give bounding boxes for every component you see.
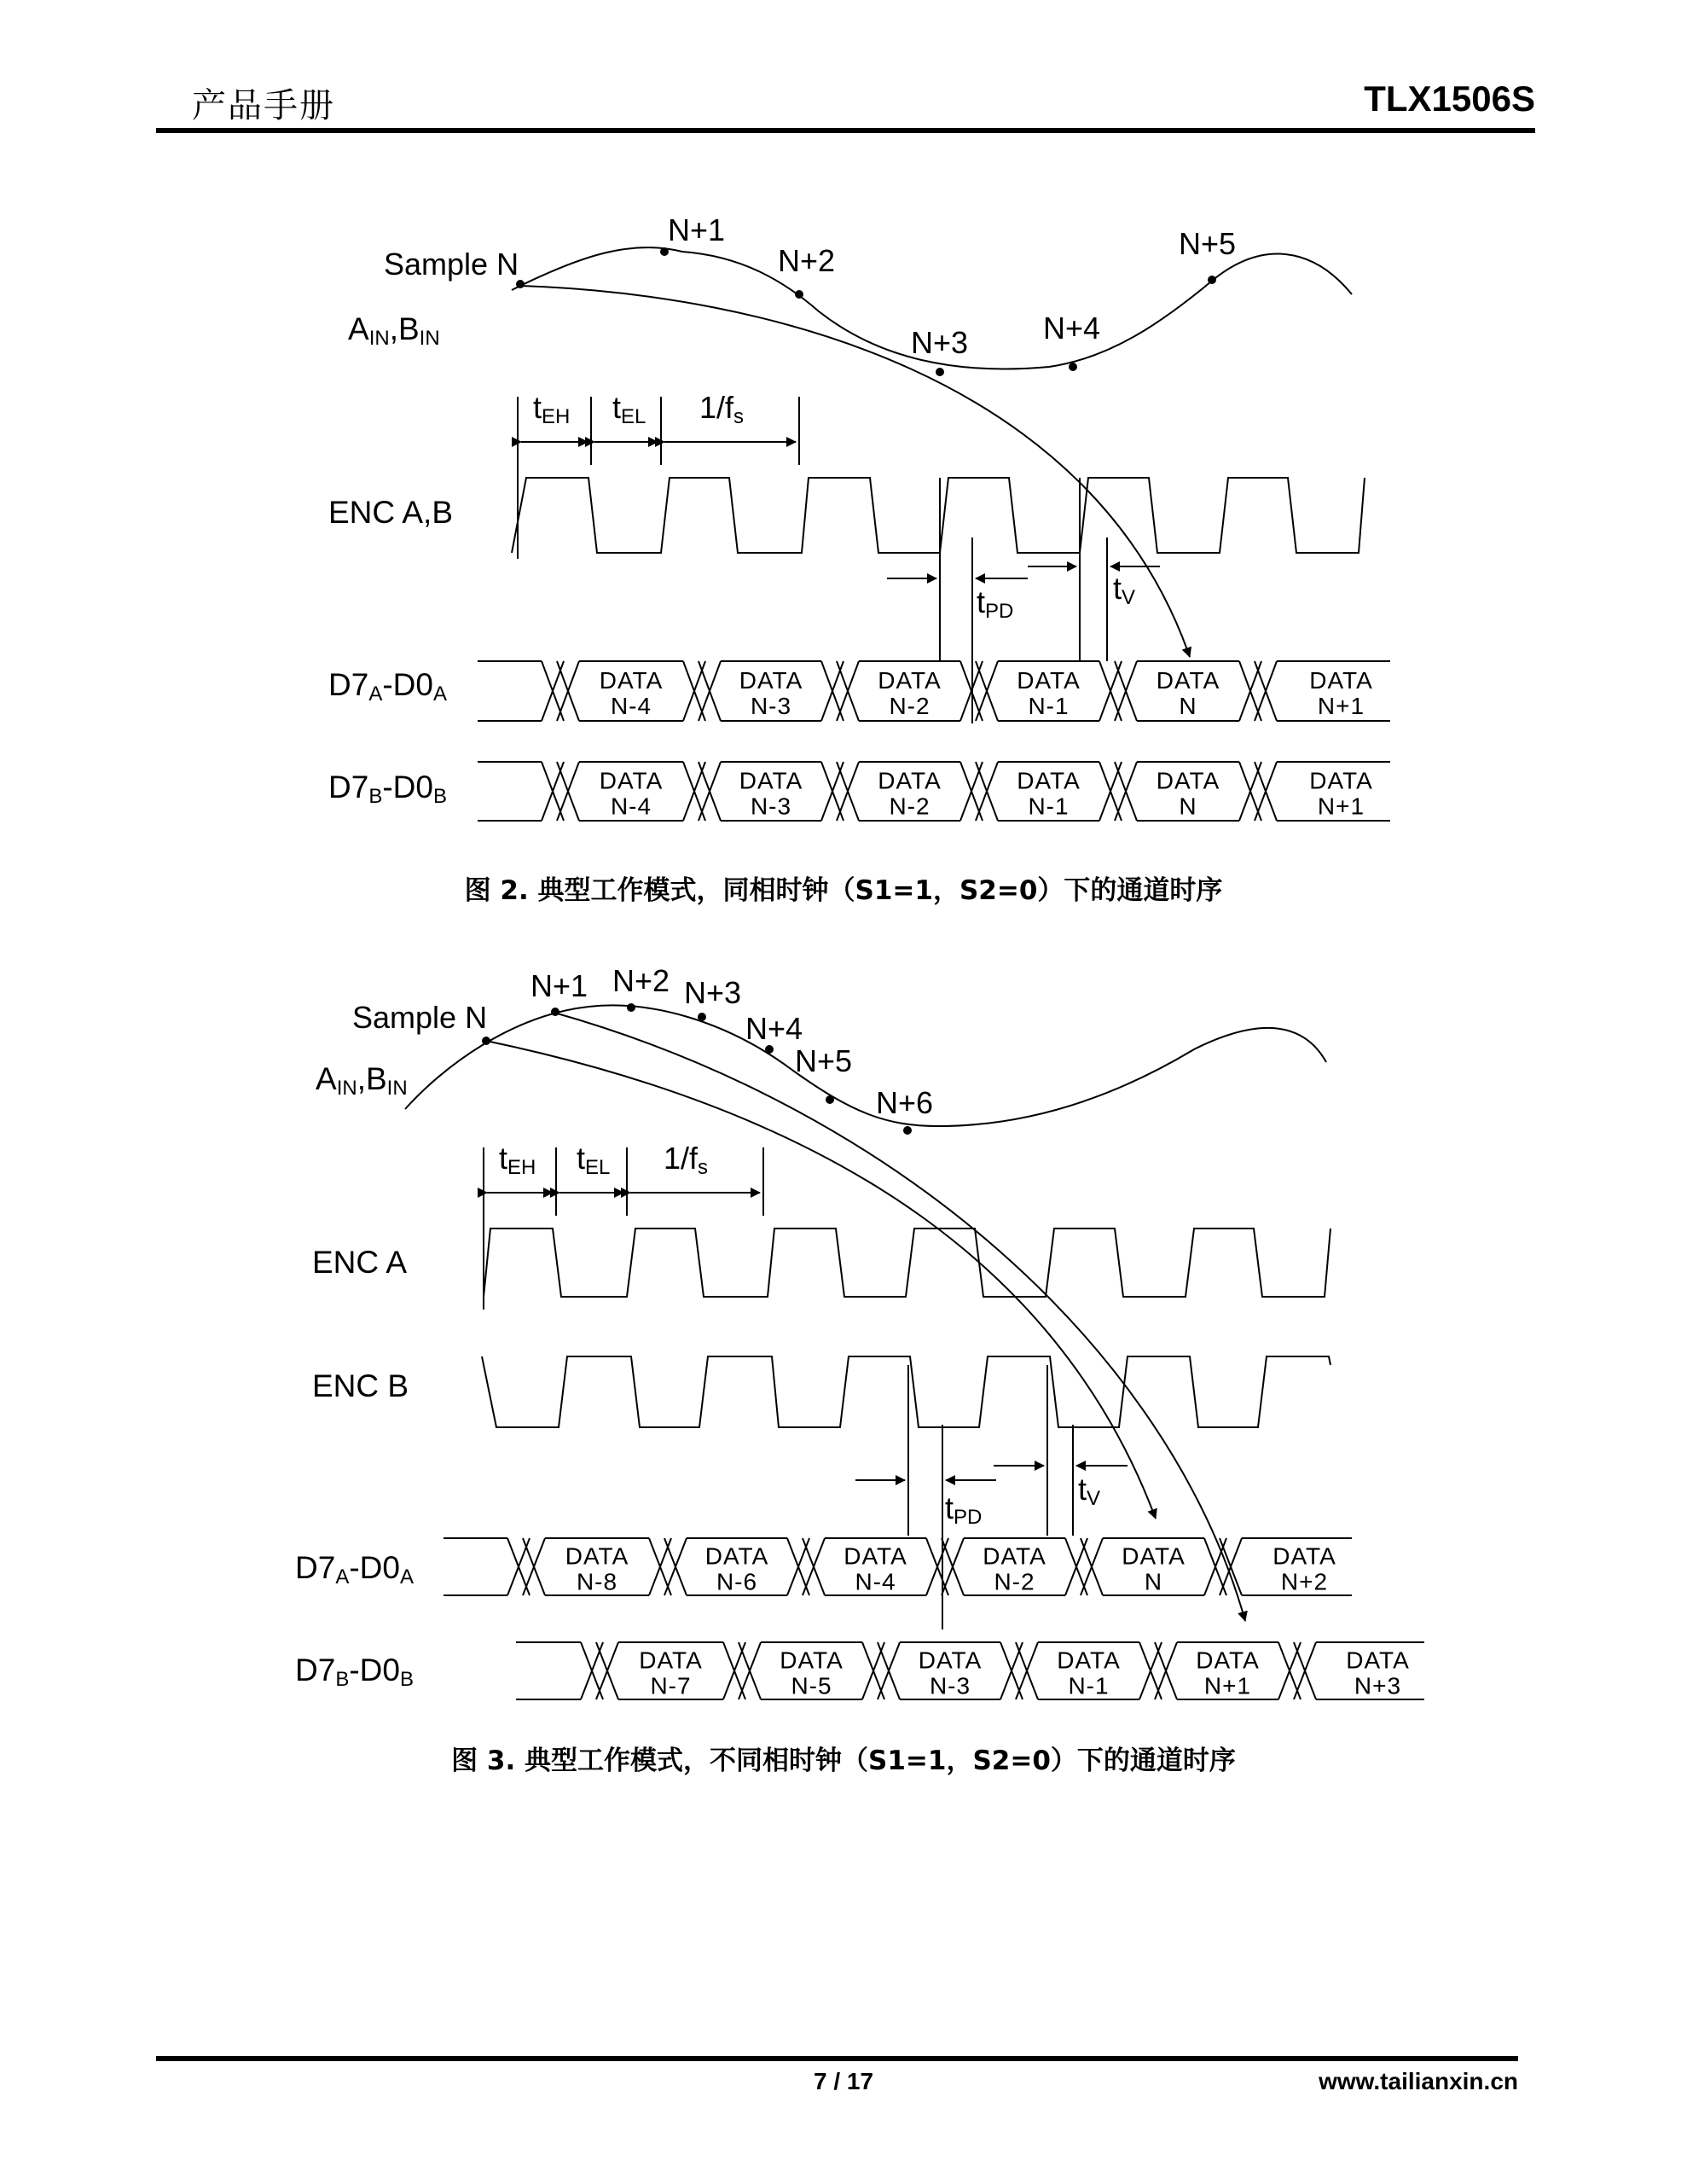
data-word-label: DATA xyxy=(1272,1542,1336,1570)
t-el-label: tEL xyxy=(612,390,646,428)
t-eh-label: tEH xyxy=(533,390,571,428)
bus-b-label: D7B-D0B xyxy=(328,770,447,808)
sample-label-n5: N+5 xyxy=(795,1043,853,1078)
sample-label-n4: N+4 xyxy=(1043,311,1101,346)
t-v-label: tV xyxy=(1078,1472,1101,1510)
t-pd-label: tPD xyxy=(977,584,1014,623)
figure-2 xyxy=(0,0,1687,853)
data-sample-label: N-6 xyxy=(716,1568,758,1595)
data-word-label: DATA xyxy=(1309,667,1373,694)
sample-label-n3: N+3 xyxy=(911,325,969,360)
data-word-label: DATA xyxy=(1196,1647,1260,1674)
sample-label-n6: N+6 xyxy=(876,1085,934,1120)
sample-label-n5: N+5 xyxy=(1179,226,1237,261)
data-word-label: DATA xyxy=(1156,767,1220,794)
data-word-label: DATA xyxy=(739,767,803,794)
data-sample-label: N-1 xyxy=(1028,793,1070,820)
document-title: 产品手册 xyxy=(192,86,335,125)
sample-label-n1: N+1 xyxy=(530,968,588,1003)
data-word-label: DATA xyxy=(878,767,942,794)
t-el-label: tEL xyxy=(577,1141,611,1179)
data-word-label: DATA xyxy=(844,1542,907,1570)
data-sample-label: N-2 xyxy=(889,693,930,719)
sample-label-n1: N+1 xyxy=(668,212,726,247)
data-word-label: DATA xyxy=(639,1647,703,1674)
data-sample-label: N-2 xyxy=(889,793,930,820)
bus-a-label: D7A-D0A xyxy=(328,667,447,706)
t-pd-label: tPD xyxy=(945,1490,983,1529)
sample-label-n2: N+2 xyxy=(612,963,670,998)
data-word-label: DATA xyxy=(780,1647,844,1674)
fs-label: 1/fs xyxy=(664,1141,709,1179)
data-sample-label: N-5 xyxy=(791,1672,832,1699)
data-word-label: DATA xyxy=(1017,667,1081,694)
data-word-label: DATA xyxy=(599,667,664,694)
data-word-label: DATA xyxy=(983,1542,1046,1570)
data-sample-label: N-3 xyxy=(750,793,792,820)
bus-b-data xyxy=(639,1647,1410,1699)
sample-points xyxy=(516,247,1216,376)
figure-3 xyxy=(0,921,1687,1774)
t-eh-label: tEH xyxy=(499,1141,536,1179)
data-sample-label: N xyxy=(1144,1568,1163,1595)
enc-b-waveform xyxy=(482,1356,1330,1427)
figure-3-caption: 图 3. 典型工作模式，不同相时钟（S1=1，S2=0）下的通道时序 xyxy=(451,1745,1236,1776)
data-word-label: DATA xyxy=(739,667,803,694)
data-word-label: DATA xyxy=(704,1542,769,1570)
data-sample-label: N xyxy=(1179,793,1197,820)
enc-a-waveform xyxy=(484,1228,1330,1297)
data-word-label: DATA xyxy=(1346,1647,1410,1674)
data-word-label: DATA xyxy=(1309,767,1373,794)
enc-ab-waveform xyxy=(512,478,1365,553)
sample-arrow-n xyxy=(486,1041,1156,1519)
data-word-label: DATA xyxy=(565,1542,629,1570)
analog-input-label: AIN,BIN xyxy=(348,311,440,350)
sample-label-n: Sample N xyxy=(352,1000,488,1035)
sample-label-n3: N+3 xyxy=(684,975,742,1010)
figure-2-caption: 图 2. 典型工作模式，同相时钟（S1=1，S2=0）下的通道时序 xyxy=(464,875,1223,906)
data-word-label: DATA xyxy=(1156,667,1220,694)
sample-label-n: Sample N xyxy=(384,247,519,282)
enc-a-label: ENC A xyxy=(312,1245,408,1280)
sample-label-n2: N+2 xyxy=(778,243,836,278)
bus-b-label: D7B-D0B xyxy=(295,1653,414,1691)
data-sample-label: N+2 xyxy=(1280,1568,1329,1595)
t-v-label: tV xyxy=(1113,571,1136,609)
data-sample-label: N+1 xyxy=(1203,1672,1252,1699)
bus-a-label: D7A-D0A xyxy=(295,1550,414,1589)
enc-ab-label: ENC A,B xyxy=(328,495,453,530)
data-sample-label: N-7 xyxy=(650,1672,692,1699)
fs-label: 1/fs xyxy=(699,390,745,428)
figure-3-diagram xyxy=(0,921,1687,1774)
footer-rule xyxy=(156,2056,1518,2061)
data-sample-label: N-3 xyxy=(750,693,792,719)
data-sample-label: N-8 xyxy=(576,1568,618,1595)
data-sample-label: N-1 xyxy=(1028,693,1070,719)
data-word-label: DATA xyxy=(1057,1647,1121,1674)
page-number: 7 / 17 xyxy=(813,2068,874,2094)
data-sample-label: N xyxy=(1179,693,1197,719)
data-sample-label: N-4 xyxy=(855,1568,896,1595)
data-sample-label: N-3 xyxy=(929,1672,971,1699)
data-sample-label: N-2 xyxy=(994,1568,1035,1595)
analog-input-label: AIN,BIN xyxy=(316,1061,408,1100)
data-word-label: DATA xyxy=(1017,767,1081,794)
data-sample-label: N-4 xyxy=(610,793,652,820)
website: www.tailianxin.cn xyxy=(1319,2068,1518,2094)
sample-label-n4: N+4 xyxy=(745,1011,803,1046)
figure-2-diagram xyxy=(0,0,1687,853)
data-sample-label: N-1 xyxy=(1068,1672,1110,1699)
data-word-label: DATA xyxy=(599,767,664,794)
enc-b-label: ENC B xyxy=(312,1368,409,1403)
analog-waveform xyxy=(405,1005,1326,1126)
data-word-label: DATA xyxy=(878,667,942,694)
data-sample-label: N+1 xyxy=(1317,793,1365,820)
data-word-label: DATA xyxy=(1122,1542,1186,1570)
data-sample-label: N+3 xyxy=(1354,1672,1402,1699)
data-sample-label: N+1 xyxy=(1317,693,1365,719)
data-word-label: DATA xyxy=(918,1647,983,1674)
data-sample-label: N-4 xyxy=(610,693,652,719)
part-number: TLX1506S xyxy=(1364,78,1535,119)
